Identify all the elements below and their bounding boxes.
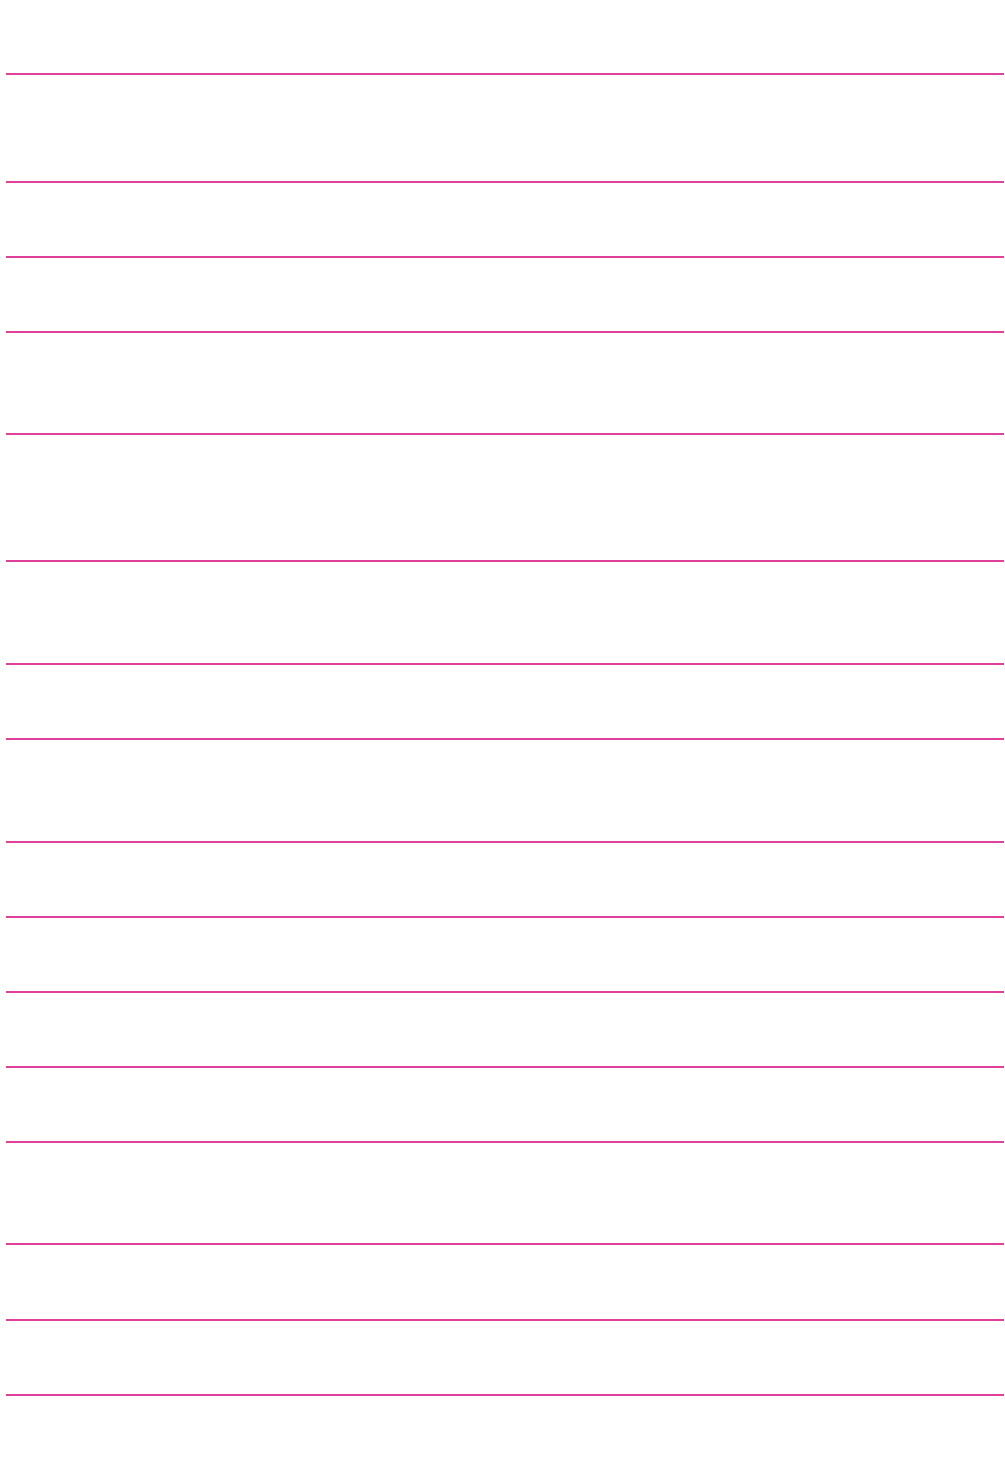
- rule-line: [6, 991, 1004, 993]
- rule-line: [6, 1066, 1004, 1068]
- rule-line: [6, 916, 1004, 918]
- rule-line: [6, 256, 1004, 258]
- rule-line: [6, 560, 1004, 562]
- rule-line: [6, 1319, 1004, 1321]
- rule-line: [6, 841, 1004, 843]
- rule-line: [6, 181, 1004, 183]
- rule-line: [6, 1243, 1004, 1245]
- rule-line: [6, 1141, 1004, 1143]
- rule-line: [6, 433, 1004, 435]
- rule-line: [6, 331, 1004, 333]
- rule-line: [6, 738, 1004, 740]
- rule-line: [6, 1394, 1004, 1396]
- rule-line: [6, 73, 1004, 75]
- rule-line: [6, 663, 1004, 665]
